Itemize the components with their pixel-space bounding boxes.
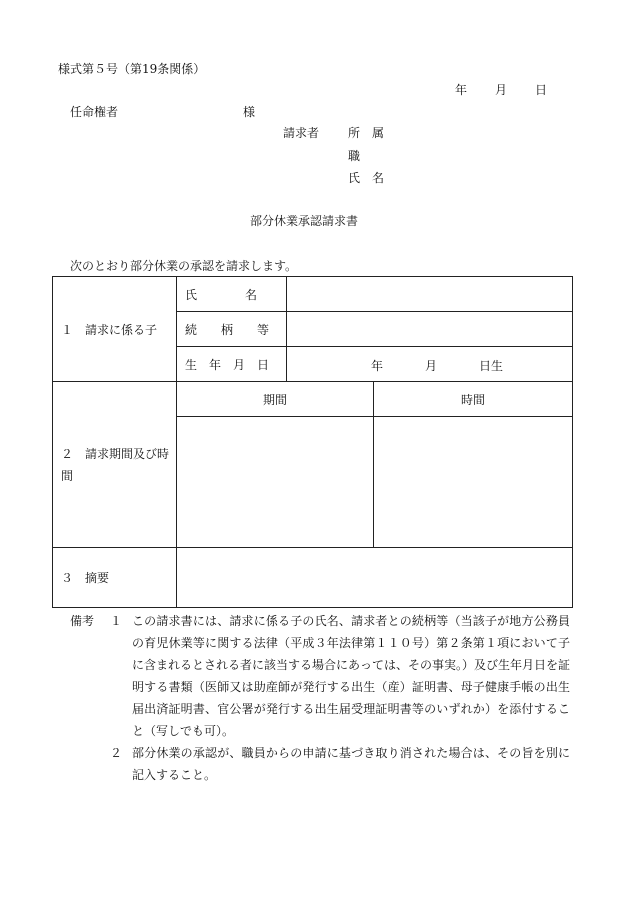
period-field[interactable] (177, 417, 374, 548)
child-relationship-label: 続 柄 等 (177, 312, 287, 347)
birth-year: 年 (371, 359, 384, 373)
birth-month: 月 (425, 359, 438, 373)
date-day: 日 (535, 83, 548, 97)
period-column-header: 期間 (177, 382, 374, 417)
birth-day: 日生 (479, 359, 504, 373)
form-number: 様式第５号（第19条関係） (58, 62, 206, 76)
note-item (70, 610, 570, 742)
time-column-header: 時間 (374, 382, 573, 417)
remarks-field[interactable] (177, 548, 573, 608)
section3-label: ３ 摘要 (53, 548, 177, 608)
addressee-honorific: 様 (243, 105, 256, 119)
request-form-table (52, 276, 573, 608)
intro-text: 次のとおり部分休業の承認を請求します。 (70, 259, 298, 273)
table-row (53, 382, 573, 417)
section1-label: １ 請求に係る子 (53, 277, 177, 382)
note-number: １ (110, 614, 123, 628)
requester-name-label: 氏 名 (348, 171, 385, 185)
section2-label: ２ 請求期間及び時間 (53, 382, 177, 548)
date-month: 月 (495, 83, 508, 97)
note-item (70, 742, 570, 786)
child-birthdate-field[interactable] (287, 347, 573, 382)
notes-block (70, 610, 570, 786)
child-name-field[interactable] (287, 277, 573, 312)
child-birthdate-label: 生 年 月 日 (177, 347, 287, 382)
requester-label: 請求者 (283, 126, 320, 140)
requester-position-label: 職 (348, 149, 361, 163)
date-year: 年 (455, 83, 468, 97)
table-row (53, 548, 573, 608)
requester-affiliation-label: 所 属 (348, 126, 385, 140)
child-relationship-field[interactable] (287, 312, 573, 347)
note-number: ２ (110, 746, 123, 760)
table-row (53, 277, 573, 312)
document-title: 部分休業承認請求書 (250, 214, 359, 228)
time-field[interactable] (374, 417, 573, 548)
notes-heading: 備考 (70, 614, 95, 628)
note-text: 部分休業の承認が、職員からの申請に基づき取り消された場合は、その旨を別に記入すること。 (132, 746, 570, 782)
addressee-label: 任命権者 (70, 105, 119, 119)
note-text: この請求書には、請求に係る子の氏名、請求者との続柄等（当該子が地方公務員の育児休業等に関する法律（平成３年法律第１１０号）第２条第１項において子に含まれるとされる者に該当する場合にあっては、その事実。）及び生年月日を証明する書類（医師又は助産師が発行する出生（産）証明書、母子健康手帳の出生届出済証明書、官公署が発行する出生届受理証明書等のいずれか）を添付すること（写しでも可）。 (132, 614, 570, 738)
child-name-label: 氏 名 (177, 277, 287, 312)
